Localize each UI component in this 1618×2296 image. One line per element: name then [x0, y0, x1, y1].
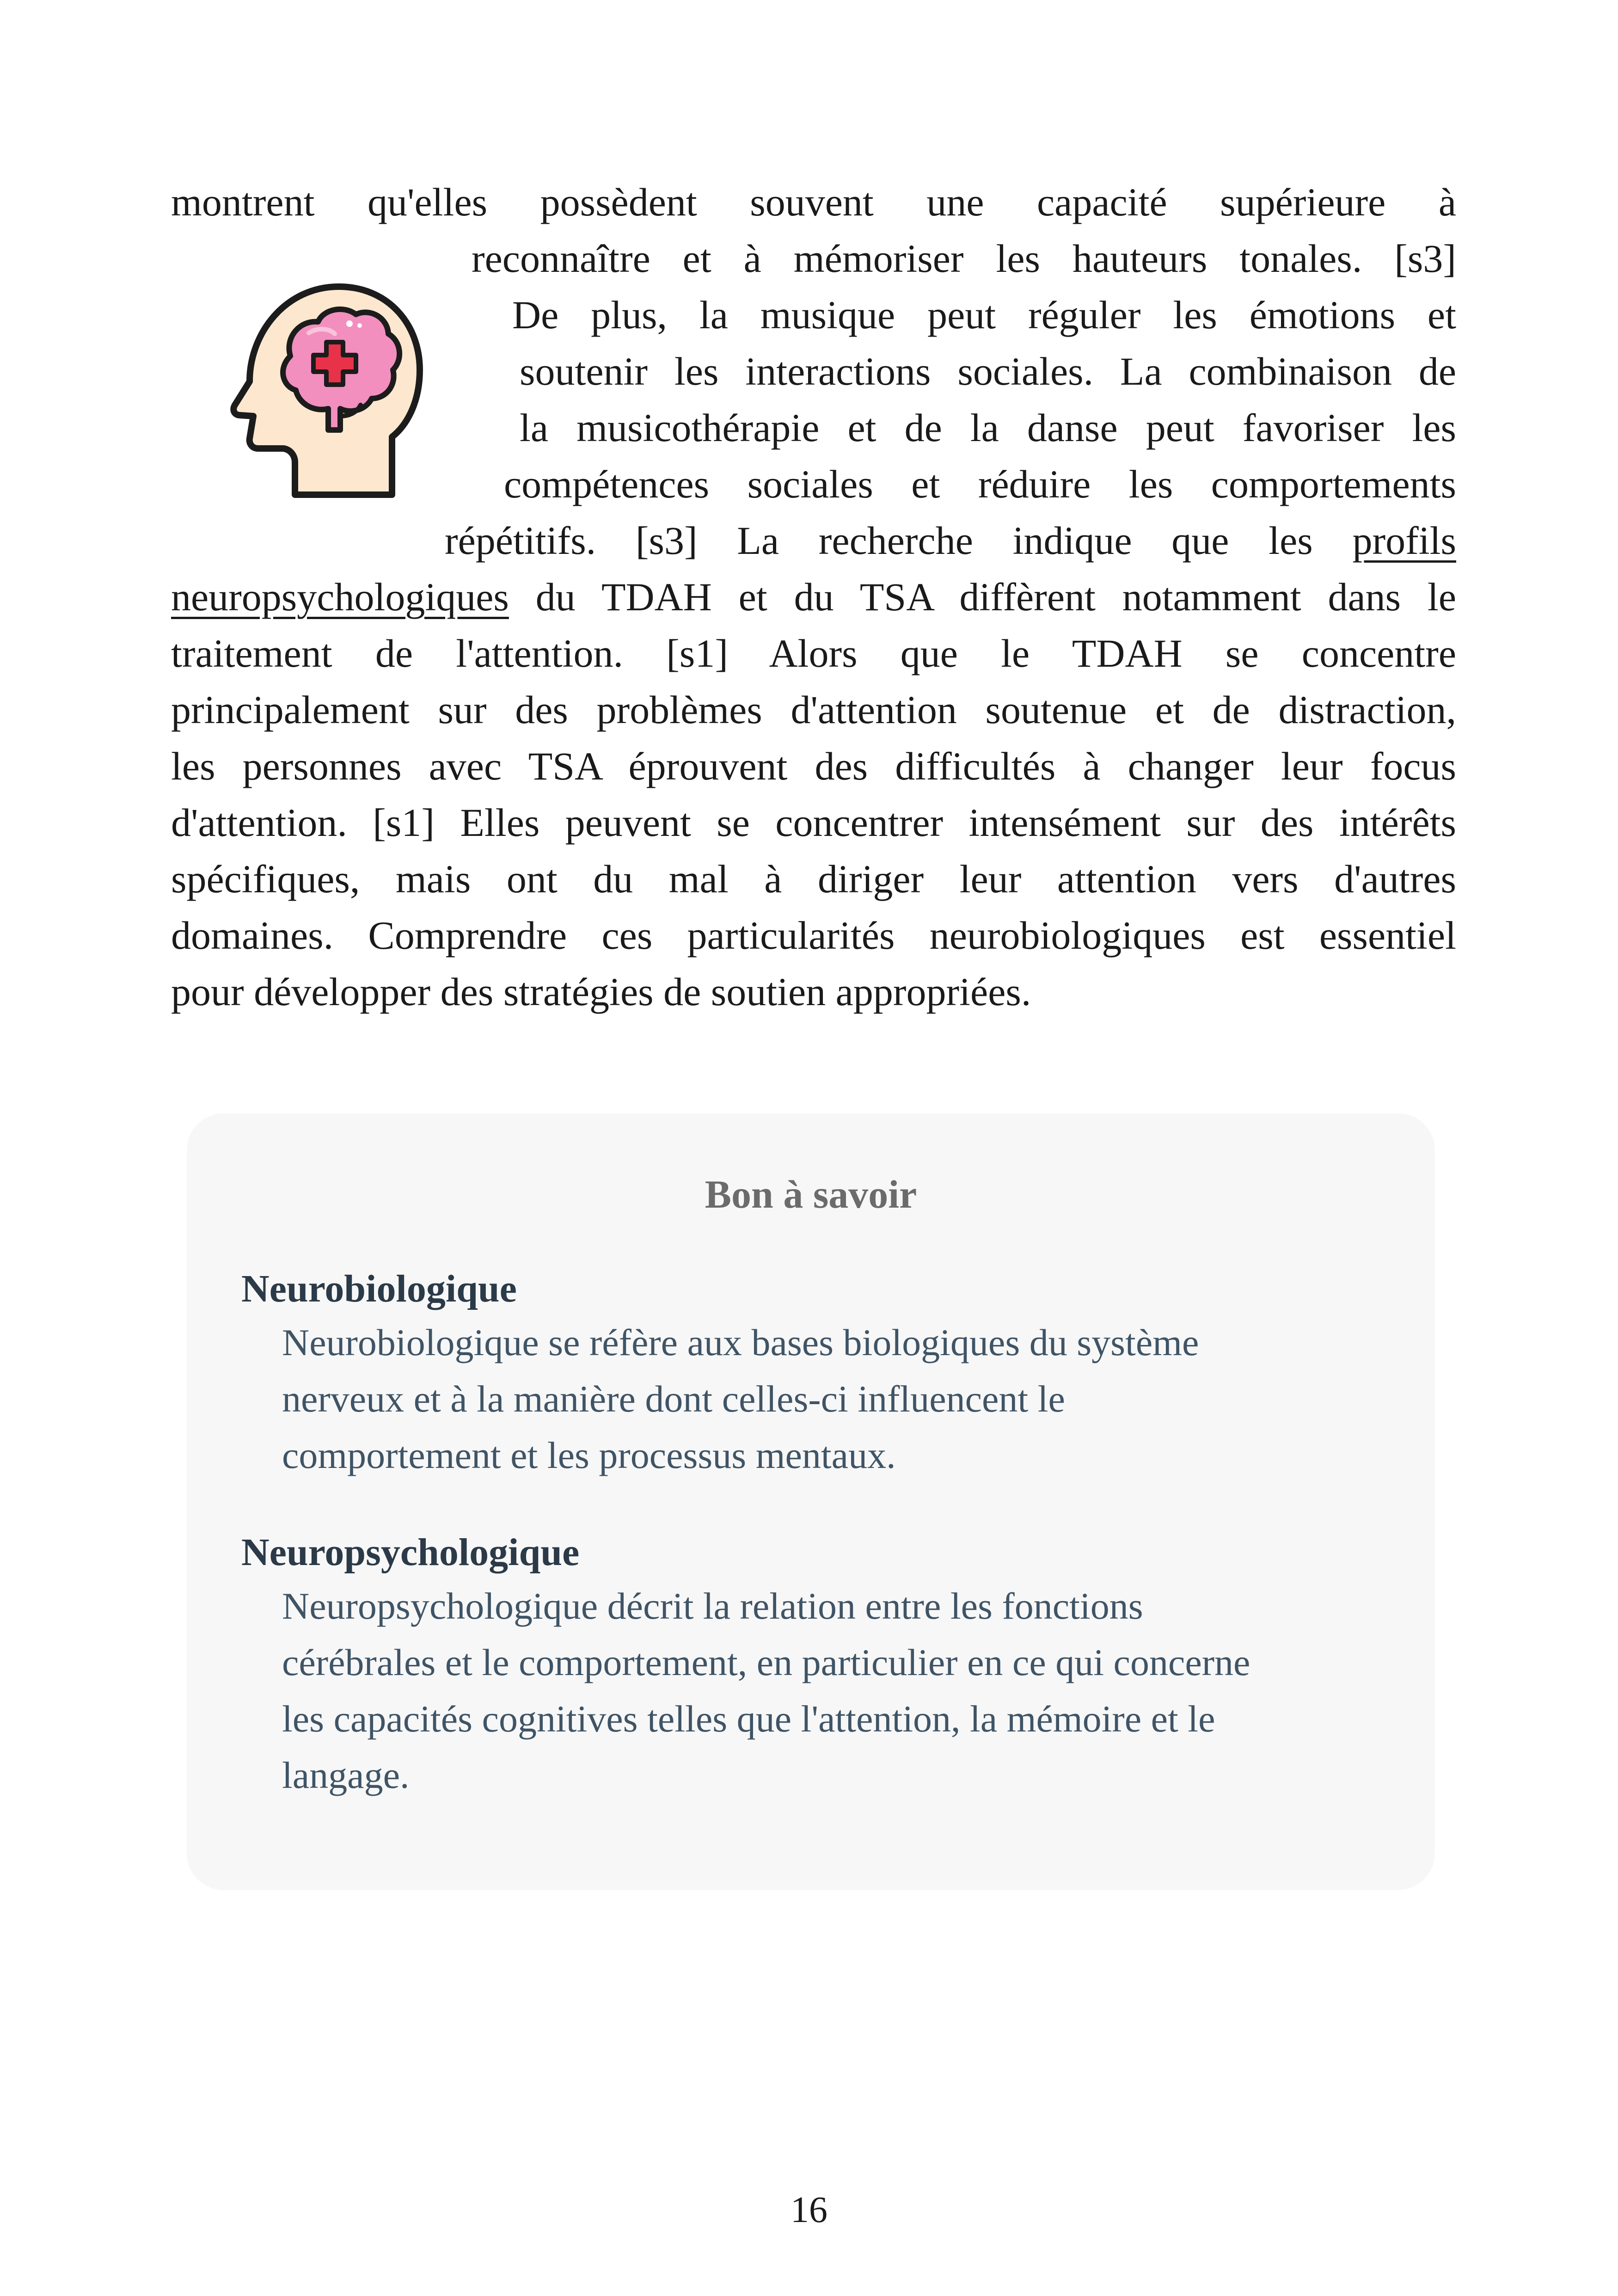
body-line: domaines. Comprendre ces particularités neurobiologiques est essentiel: [171, 913, 1456, 958]
definition-line: comportement et les processus mentaux.: [282, 1434, 896, 1476]
body-line: pour développer des stratégies de soutien appropriées.: [171, 970, 1031, 1014]
head-brain-medical-cross-icon: [226, 277, 429, 499]
definition-line: Neurobiologique se réfère aux bases biologiques du système: [282, 1321, 1199, 1363]
body-line: compétences sociales et réduire les comportements: [504, 462, 1456, 506]
body-line: spécifiques, mais ont du mal à diriger leur attention vers d'autres: [171, 857, 1456, 901]
definition-line: nerveux et à la manière dont celles-ci influencent le: [282, 1378, 1065, 1420]
definition-line: Neuropsychologique décrit la relation entre les fonctions: [282, 1585, 1143, 1627]
term-name: Neurobiologique: [241, 1267, 517, 1310]
good-to-know-box: [187, 1113, 1435, 1890]
body-line: [171, 569, 1456, 625]
definition-line: langage.: [282, 1754, 410, 1796]
body-line: [445, 512, 1456, 569]
body-line: d'attention. [s1] Elles peuvent se concentrer intensément sur des intérêts: [171, 800, 1456, 845]
body-line: traitement de l'attention. [s1] Alors que le TDAH se concentre: [171, 631, 1456, 675]
body-line: principalement sur des problèmes d'attention soutenue et de distraction,: [171, 688, 1456, 732]
glossary-link-neuropsychologiques[interactable]: neuropsychologiques: [171, 575, 509, 619]
body-line: la musicothérapie et de la danse peut favoriser les: [520, 405, 1456, 450]
glossary-link-profils[interactable]: profils: [1352, 518, 1456, 563]
callout-title: Bon à savoir: [705, 1172, 917, 1216]
body-line: montrent qu'elles possèdent souvent une capacité supérieure à: [171, 180, 1456, 224]
definition-line: cérébrales et le comportement, en particulier en ce qui concerne: [282, 1641, 1250, 1683]
glossary-term-neuropsychologique: [241, 1527, 1388, 1804]
definition-line: les capacités cognitives telles que l'attention, la mémoire et le: [282, 1698, 1215, 1740]
glossary-term-neurobiologique: [241, 1264, 1388, 1484]
body-line-text: du TDAH et du TSA diffèrent notamment dans le: [535, 575, 1456, 619]
body-line: les personnes avec TSA éprouvent des difficultés à changer leur focus: [171, 744, 1456, 788]
body-line: De plus, la musique peut réguler les émotions et: [512, 293, 1456, 337]
term-name: Neuropsychologique: [241, 1531, 580, 1574]
term-definition: [241, 1578, 1388, 1804]
page-number: 16: [791, 2190, 827, 2230]
body-line: soutenir les interactions sociales. La combinaison de: [520, 349, 1456, 393]
body-line-text: répétitifs. [s3] La recherche indique que les: [445, 518, 1313, 563]
term-definition: [241, 1314, 1388, 1484]
body-line: reconnaître et à mémoriser les hauteurs tonales. [s3]: [472, 236, 1456, 281]
